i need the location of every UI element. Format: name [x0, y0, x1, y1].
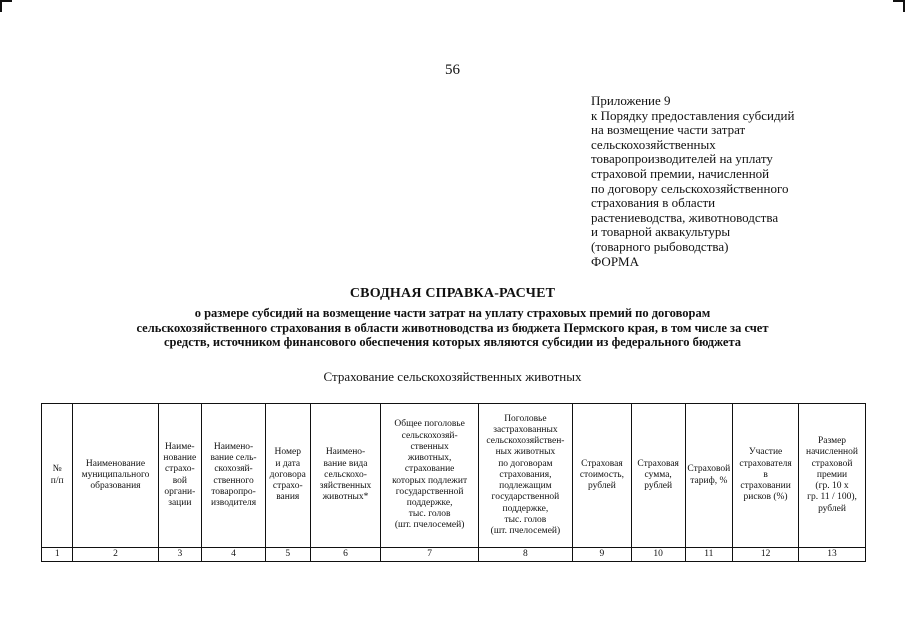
- column-header: [733, 404, 799, 548]
- column-number: 2: [73, 548, 158, 562]
- column-header-line: нование: [163, 453, 197, 464]
- column-header-line: Наимено-: [213, 441, 254, 452]
- column-header-line: (шт. пчелосемей): [490, 525, 561, 536]
- column-number: 11: [685, 548, 733, 562]
- appendix-line: к Порядку предоставления субсидий: [591, 107, 795, 123]
- column-header: [265, 404, 310, 548]
- column-header-line: Наименование: [85, 458, 146, 469]
- appendix-line: страховой премии, начисленной: [591, 165, 770, 181]
- column-header-line: и дата: [275, 458, 301, 469]
- column-header-line: поддержке,: [502, 503, 549, 514]
- column-header-line: ных животных: [495, 447, 556, 458]
- column-header-line: вание вида: [323, 458, 368, 469]
- column-header-line: в: [763, 469, 768, 480]
- column-header-line: Номер: [274, 447, 301, 458]
- column-header: [381, 404, 478, 548]
- column-number: 4: [202, 548, 266, 562]
- column-header-line: ственного: [213, 475, 254, 486]
- column-header-line: рублей: [644, 481, 673, 492]
- appendix-line: по договору сельскохозяйственного: [591, 180, 789, 196]
- column-header-line: зяйственных: [319, 481, 372, 492]
- column-header-line: страхо-: [164, 464, 195, 475]
- form-label: ФОРМА: [591, 254, 639, 269]
- column-number: 9: [573, 548, 632, 562]
- header-row: [42, 404, 866, 548]
- column-header-line: страхования,: [499, 469, 552, 480]
- column-number: 3: [158, 548, 202, 562]
- column-header-line: товаропро-: [211, 486, 256, 497]
- column-number: 1: [42, 548, 73, 562]
- column-header: [73, 404, 158, 548]
- column-header-line: рублей: [587, 481, 616, 492]
- column-header-line: стоимость,: [579, 469, 624, 480]
- column-header-line: рублей: [818, 503, 846, 514]
- column-header-line: изводителя: [210, 497, 257, 508]
- column-header-line: образования: [90, 481, 141, 492]
- column-header-line: Участие: [748, 447, 783, 458]
- column-header-line: страховании: [740, 481, 791, 492]
- column-header-line: которых подлежит: [392, 475, 468, 486]
- column-header-line: застрахованных: [493, 425, 558, 436]
- column-header-line: вания: [276, 492, 300, 503]
- column-header-line: договора: [269, 469, 306, 480]
- column-header-line: вание сель-: [210, 453, 257, 464]
- column-header-line: начисленной: [806, 447, 858, 458]
- column-header-line: Страховая: [637, 458, 679, 469]
- calculation-table: [41, 403, 866, 562]
- appendix-line: товаропроизводителей на уплату: [591, 151, 773, 167]
- column-header-line: вой: [172, 475, 187, 486]
- column-number: 10: [631, 548, 685, 562]
- column-header-line: Наиме-: [165, 441, 195, 452]
- column-header: [799, 404, 866, 548]
- column-header-line: страхование: [404, 464, 455, 475]
- column-number-row: [42, 548, 866, 562]
- column-header-line: Страховой: [687, 464, 731, 475]
- appendix-line: страхования в области: [591, 195, 716, 211]
- column-header-line: сельскохозяй-: [401, 430, 458, 441]
- document-subtitle: [40, 306, 865, 350]
- column-header-line: тариф, %: [690, 475, 728, 486]
- appendix-line: растениеводства, животноводства: [591, 209, 779, 225]
- column-header-line: премии: [816, 469, 848, 480]
- column-header: [158, 404, 202, 548]
- column-header-line: муниципального: [81, 469, 150, 480]
- column-header-line: сельскохо-: [324, 469, 367, 480]
- column-number: 8: [478, 548, 572, 562]
- column-header-line: №: [52, 464, 62, 475]
- column-header-line: ственных: [410, 441, 449, 452]
- column-header-line: сумма,: [644, 469, 672, 480]
- column-header: [685, 404, 733, 548]
- column-header-line: поддержке,: [406, 497, 453, 508]
- column-header: [310, 404, 381, 548]
- column-header-line: животных,: [407, 453, 452, 464]
- column-header-line: страхо-: [272, 481, 303, 492]
- column-number: 5: [265, 548, 310, 562]
- column-header-line: подлежащим: [499, 481, 552, 492]
- column-header-line: государственной: [491, 492, 560, 503]
- column-header-line: Размер: [817, 436, 847, 447]
- column-header-line: скохозяй-: [214, 464, 253, 475]
- column-header-line: сельскохозяйствен-: [486, 436, 565, 447]
- subtitle-line: сельскохозяйственного страхования в области животноводства из бюджета Пермского края, в том числе за счет: [136, 320, 769, 335]
- appendix-line: и товарной аквакультуры: [591, 224, 731, 240]
- column-header-line: государственной: [395, 486, 464, 497]
- column-header-line: животных*: [322, 492, 369, 503]
- column-header-line: (шт. пчелосемей): [394, 520, 465, 531]
- document-title: СВОДНАЯ СПРАВКА-РАСЧЕТ: [349, 286, 556, 301]
- column-number: 6: [310, 548, 381, 562]
- column-header-line: гр. 11 / 100),: [807, 492, 857, 503]
- column-header-line: рисков (%): [743, 492, 788, 503]
- subtitle-line: средств, источником финансового обеспечения которых являются субсидии из федерального бюджета: [163, 335, 742, 349]
- page-number: 56: [445, 62, 460, 78]
- column-header-line: страхователя: [739, 458, 792, 469]
- column-header-line: Общее поголовье: [394, 419, 465, 430]
- appendix-line: на возмещение части затрат: [591, 122, 746, 138]
- column-header-line: п/п: [50, 475, 64, 486]
- appendix-line: сельскохозяйственных: [591, 136, 716, 152]
- column-header-line: страховой: [811, 458, 853, 469]
- column-header-line: органи-: [164, 486, 196, 497]
- appendix-note: [591, 94, 891, 255]
- column-header: [631, 404, 685, 548]
- subtitle-line: о размере субсидий на возмещение части затрат на уплату страховых премий по договорам: [194, 306, 711, 320]
- appendix-line: Приложение 9: [591, 93, 671, 108]
- column-header-line: тыс. голов: [408, 509, 451, 520]
- column-header: [42, 404, 73, 548]
- column-header-line: по договорам: [498, 458, 553, 469]
- column-header-line: Наимено-: [325, 447, 366, 458]
- column-header: [202, 404, 266, 548]
- section-heading: Страхование сельскохозяйственных животных: [323, 369, 582, 384]
- column-number: 12: [733, 548, 799, 562]
- column-header-line: (гр. 10 х: [815, 481, 849, 492]
- column-header-line: Страховая: [581, 458, 623, 469]
- column-number: 7: [381, 548, 478, 562]
- column-header: [478, 404, 572, 548]
- crop-mark-right: [893, 0, 905, 12]
- appendix-line: (товарного рыбоводства): [591, 238, 729, 254]
- column-header-line: Поголовье: [504, 413, 547, 424]
- column-header: [573, 404, 632, 548]
- column-header-line: зации: [168, 497, 192, 508]
- column-number: 13: [799, 548, 866, 562]
- column-header-line: тыс. голов: [504, 514, 547, 525]
- crop-mark-left: [0, 0, 12, 12]
